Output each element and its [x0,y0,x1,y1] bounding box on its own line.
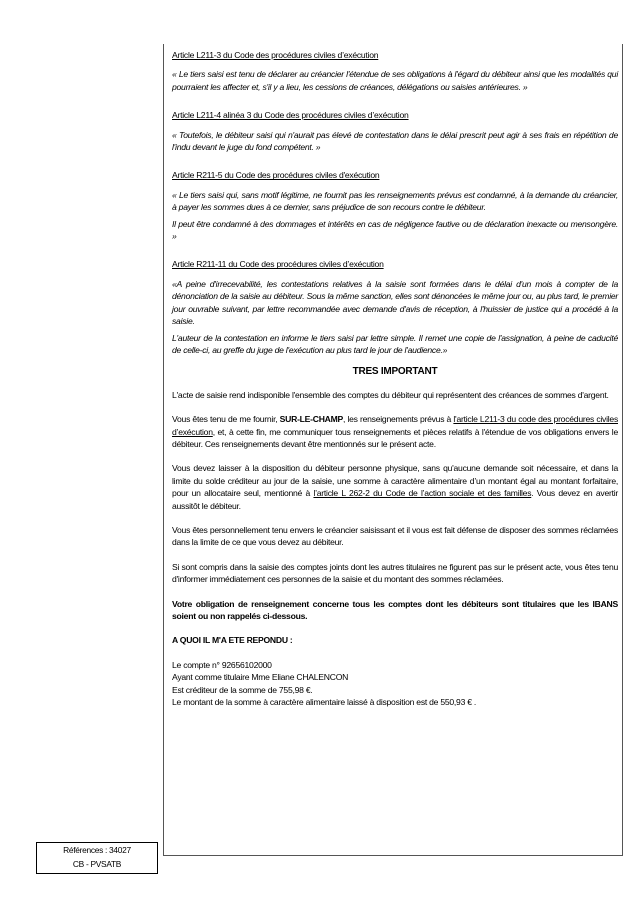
article-reference-link: l’article L 262-2 du Code de l’action sociale et des familles [313,488,532,499]
answer-heading: A QUOI IL M'A ETE REPONDU : [172,635,293,646]
important-heading: TRES IMPORTANT [352,366,438,378]
paragraph-ibans: Votre obligation de renseignement concerne tous les comptes dont les débiteurs sont titulaires que les IBANS soient ou non rappelés ci-dessous. [172,598,618,621]
reference-code: CB - PVSATB [72,859,122,869]
answer-line: Le montant de la somme à caractère alimentaire laissé à disposition est de 550,93 € . [172,697,477,708]
answer-line: Ayant comme titulaire Mme Eliane CHALENCON [172,672,349,683]
article-quote: «A peine d'irrecevabilité, les contestations relatives à la saisie sont formées dans le délai d'un mois à compter de la dénonciation de la saisie au débiteur. Sous la même sanction, elles sont dénoncées le même jour ou, au plus tard, le premier jour ouvrable suivant, par lettre recommandée avec demande d'avis de réception, à l'huissier de justice qui a procédé à la saisie. [172,278,618,327]
article-reference-link: l'article L211-3 du code des procédures civiles d’exécution [172,414,618,437]
article-title: Article R211-5 du Code des procédures civiles d'exécution [172,170,380,181]
article-quote: Il peut être condamné à des dommages et intérêts en cas de négligence fautive ou de déclaration inexacte ou mensongère. » [172,218,618,242]
paragraph-indisponible: L'acte de saisie rend indisponible l'ensemble des comptes du débiteur qui représentent des créances de sommes d'argent. [172,389,609,400]
answer-line: Est créditeur de la somme de 755,98 €. [172,684,313,695]
paragraph-obligation-renseignement: Vous êtes tenu de me fournir, SUR-LE-CHAMP, les renseignements prévus à l'article L211-3 du code des procédures civiles d’exécution, et, à cette fin, me communiquer tous renseignements et pièces relatifs à l'étendue de vos obligations envers le débiteur. Ces renseignements devant être mentionnés sur le présent acte. [172,414,618,449]
document-body [172,49,618,708]
paragraph-responsabilite: Vous êtes personnellement tenu envers le créancier saisissant et il vous est fait défense de disposer des sommes réclamées dans la limite de ce que vous devez au débiteur. [172,524,618,548]
paragraph-somme-alimentaire: Vous devez laisser à la disposition du débiteur personne physique, sans qu'aucune demande soit nécessaire, et dans la limite du solde créditeur au jour de la saisie, une somme à caractère alimentaire d’un montant égal au montant forfaitaire, pour un allocataire seul, mentionné à l’article L 262-2 du Code de l’action sociale et des familles. Vous devez en avertir aussitôt le débiteur. [172,463,618,511]
references-box [36,842,158,874]
article-quote: « Le tiers saisi qui, sans motif légitime, ne fournit pas les renseignements prévus est condamné, à la demande du créancier, à payer les sommes dues à ce dernier, sans préjudice de son recours contre le débiteur. [172,189,618,213]
article-title: Article R211-11 du Code des procédures civiles d’exécution [172,259,384,270]
article-quote: L'auteur de la contestation en informe le tiers saisi par lettre simple. Il remet une copie de l'assignation, à peine de caducité de celle-ci, au greffe du juge de l'exécution au plus tard le jour de l'audience.» [172,332,618,355]
reference-number: Références : 34027 [63,845,131,855]
answer-line: Le compte n° 92656102000 [172,659,272,670]
article-quote: « Le tiers saisi est tenu de déclarer au créancier l'étendue de ses obligations à l'égard du débiteur ainsi que les modalités qui pourraient les affecter et, s'il y a lieu, les cessions de créances, délégations ou saisies antérieures. » [172,69,618,92]
article-title: Article L211-4 alinéa 3 du Code des procédures civiles d’exécution [172,110,409,121]
article-quote: « Toutefois, le débiteur saisi qui n'aurait pas élevé de contestation dans le délai prescrit peut agir à ses frais en répétition de l'indu devant le juge du fond compétent. » [172,129,618,153]
article-title: Article L211-3 du Code des procédures civiles d’exécution [172,50,379,60]
paragraph-comptes-joints: Si sont compris dans la saisie des comptes joints dont les autres titulaires ne figurent pas sur le présent acte, vous êtes tenu d'informer immédiatement ces personnes de la saisie et du montant des sommes réclamées. [172,561,618,585]
